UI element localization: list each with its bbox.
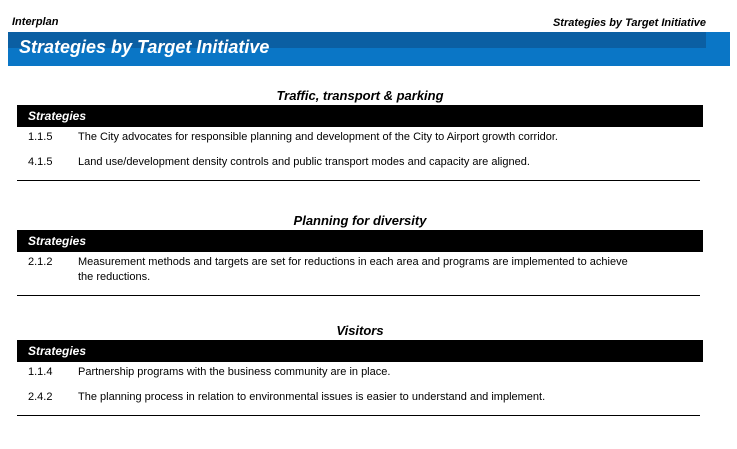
title-banner: [8, 32, 730, 66]
strategy-list: [17, 252, 703, 285]
page-title: Strategies by Target Initiative: [19, 37, 270, 57]
section-title: Planning for diversity: [293, 213, 427, 228]
header-right-label: Strategies by Target Initiative: [552, 17, 706, 29]
strategy-number: 1.1.5: [28, 131, 53, 143]
strategy-text: Land use/development density controls and public transport modes and capacity are aligned.: [78, 156, 530, 168]
strategy-text: Partnership programs with the business community are in place.: [78, 366, 391, 378]
strategy-text: Measurement methods and targets are set for reductions in each area and programs are implemented to achieve the reductions.: [78, 256, 628, 283]
section-divider: [17, 415, 700, 416]
section-header-bar: Strategies: [17, 340, 703, 362]
strategy-row: [17, 390, 703, 405]
section-traffic: [17, 86, 703, 181]
section-title: Traffic, transport & parking: [276, 88, 444, 103]
strategy-row: [17, 255, 703, 285]
section-header-bar: Strategies: [17, 230, 703, 252]
header-left-label: Interplan: [12, 16, 59, 28]
strategy-text: The City advocates for responsible planning and development of the City to Airport growth corridor.: [78, 131, 558, 143]
section-diversity: [17, 211, 703, 296]
section-divider: [17, 295, 700, 296]
section-divider: [17, 180, 700, 181]
section-title: Visitors: [336, 323, 384, 338]
strategy-number: 2.1.2: [28, 256, 53, 268]
strategy-number: 1.1.4: [28, 366, 53, 378]
strategy-row: [17, 130, 703, 145]
strategy-number: 2.4.2: [28, 391, 53, 403]
strategy-text: The planning process in relation to environmental issues is easier to understand and implement.: [78, 391, 546, 403]
strategy-list: [17, 127, 703, 170]
strategy-row: [17, 155, 703, 170]
strategy-number: 4.1.5: [28, 156, 53, 168]
section-visitors: [17, 321, 703, 416]
section-header-bar: Strategies: [17, 105, 703, 127]
strategy-row: [17, 365, 703, 380]
strategy-list: [17, 362, 703, 405]
